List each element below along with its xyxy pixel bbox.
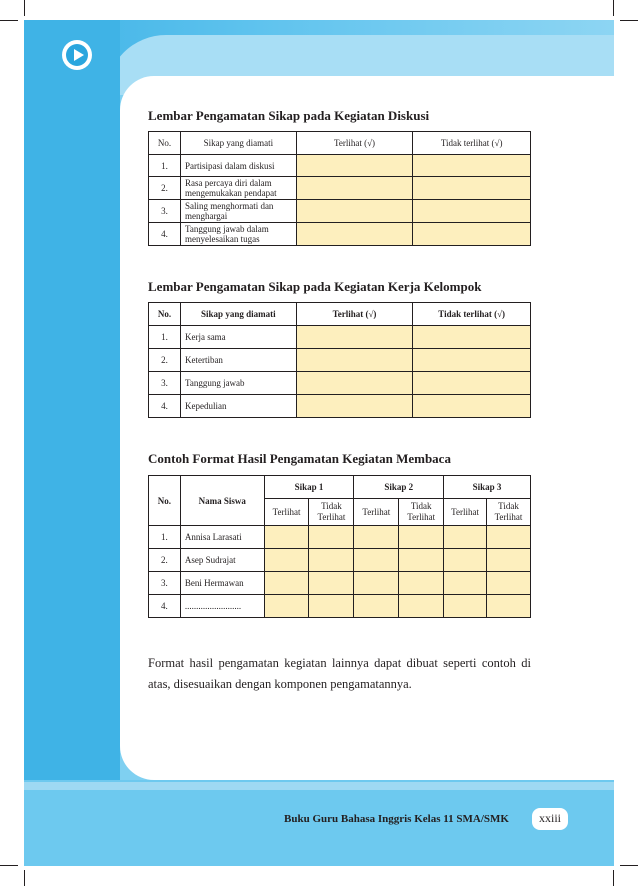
check-cell[interactable] [413, 223, 531, 246]
student-name: Annisa Larasati [180, 526, 264, 549]
check-cell[interactable] [354, 595, 399, 618]
observation-table-discussion [148, 131, 531, 246]
crop-mark [613, 0, 614, 16]
check-cell[interactable] [444, 572, 487, 595]
section-title: Lembar Pengamatan Sikap pada Kegiatan Kerja Kelompok [148, 279, 482, 294]
book-title: Buku Guru Bahasa Inggris Kelas 11 SMA/SMK [284, 813, 509, 825]
header-seen: Terlihat (√) [296, 132, 413, 155]
check-cell[interactable] [399, 595, 444, 618]
header-unseen: Tidak Terlihat [399, 499, 444, 526]
check-cell[interactable] [296, 372, 413, 395]
check-cell[interactable] [413, 177, 531, 200]
crop-mark [620, 20, 638, 21]
row-text: Tanggung jawab [180, 372, 296, 395]
header-unseen: Tidak Terlihat [309, 499, 354, 526]
header-student-name: Nama Siswa [180, 476, 264, 526]
check-cell[interactable] [487, 549, 531, 572]
check-cell[interactable] [487, 526, 531, 549]
reading-result-table [148, 475, 531, 618]
check-cell[interactable] [296, 155, 413, 177]
check-cell[interactable] [309, 549, 354, 572]
check-cell[interactable] [264, 595, 309, 618]
row-text: Kerja sama [180, 326, 296, 349]
check-cell[interactable] [413, 372, 531, 395]
check-cell[interactable] [399, 549, 444, 572]
header-attitude-3: Sikap 3 [444, 476, 531, 499]
header-attitude-2: Sikap 2 [354, 476, 444, 499]
check-cell[interactable] [264, 526, 309, 549]
header-no: No. [149, 132, 181, 155]
check-cell[interactable] [264, 549, 309, 572]
check-cell[interactable] [296, 395, 413, 418]
row-text: Tanggung jawab dalam menyelesaikan tugas [180, 223, 296, 246]
check-cell[interactable] [413, 349, 531, 372]
check-cell[interactable] [444, 526, 487, 549]
row-number: 1. [149, 326, 181, 349]
check-cell[interactable] [309, 595, 354, 618]
row-number: 4. [149, 223, 181, 246]
crop-mark [613, 870, 614, 886]
crop-mark [0, 20, 18, 21]
check-cell[interactable] [296, 200, 413, 223]
check-cell[interactable] [309, 572, 354, 595]
check-cell[interactable] [399, 526, 444, 549]
header-unseen: Tidak terlihat (√) [413, 132, 531, 155]
header-no: No. [149, 303, 181, 326]
student-name: Asep Sudrajat [180, 549, 264, 572]
row-number: 3. [149, 572, 181, 595]
row-text: Ketertiban [180, 349, 296, 372]
row-number: 3. [149, 372, 181, 395]
header-seen: Terlihat (√) [296, 303, 413, 326]
row-number: 2. [149, 549, 181, 572]
header-attitude-1: Sikap 1 [264, 476, 354, 499]
play-triangle-icon [74, 49, 84, 61]
header-seen: Terlihat [444, 499, 487, 526]
crop-mark [24, 0, 25, 16]
crop-mark [0, 865, 18, 866]
student-name: ......................... [180, 595, 264, 618]
check-cell[interactable] [487, 595, 531, 618]
check-cell[interactable] [296, 349, 413, 372]
row-number: 2. [149, 349, 181, 372]
check-cell[interactable] [413, 155, 531, 177]
header-unseen: Tidak Terlihat [487, 499, 531, 526]
header-attitude: Sikap yang diamati [180, 132, 296, 155]
check-cell[interactable] [399, 572, 444, 595]
footer-stripe [24, 782, 614, 790]
check-cell[interactable] [444, 595, 487, 618]
check-cell[interactable] [296, 177, 413, 200]
row-number: 1. [149, 155, 181, 177]
check-cell[interactable] [354, 572, 399, 595]
paragraph-text: Format hasil pengamatan kegiatan lainnya dapat dibuat seperti contoh di atas, disesuaikan dengan komponen pengamatannya. [148, 656, 531, 691]
row-number: 4. [149, 595, 181, 618]
check-cell[interactable] [444, 549, 487, 572]
check-cell[interactable] [296, 326, 413, 349]
row-number: 3. [149, 200, 181, 223]
check-cell[interactable] [413, 326, 531, 349]
crop-mark [24, 870, 25, 886]
crop-mark [620, 865, 638, 866]
check-cell[interactable] [354, 526, 399, 549]
check-cell[interactable] [413, 200, 531, 223]
check-cell[interactable] [296, 223, 413, 246]
row-number: 2. [149, 177, 181, 200]
row-number: 1. [149, 526, 181, 549]
header-seen: Terlihat [354, 499, 399, 526]
left-bar [24, 20, 120, 780]
section-title: Lembar Pengamatan Sikap pada Kegiatan Diskusi [148, 108, 430, 123]
observation-table-group [148, 302, 531, 418]
header-attitude: Sikap yang diamati [180, 303, 296, 326]
header-seen: Terlihat [264, 499, 309, 526]
header-no: No. [149, 476, 181, 526]
page-number: xxiii [538, 811, 561, 825]
header-unseen: Tidak terlihat (√) [413, 303, 531, 326]
student-name: Beni Hermawan [180, 572, 264, 595]
row-number: 4. [149, 395, 181, 418]
closing-paragraph [148, 653, 531, 695]
row-text: Saling menghormati dan menghargai [180, 200, 296, 223]
check-cell[interactable] [309, 526, 354, 549]
check-cell[interactable] [264, 572, 309, 595]
section-title: Contoh Format Hasil Pengamatan Kegiatan Membaca [148, 451, 451, 466]
row-text: Rasa percaya diri dalam mengemukakan pendapat [180, 177, 296, 200]
row-text: Partisipasi dalam diskusi [180, 155, 296, 177]
check-cell[interactable] [487, 572, 531, 595]
row-text: Kepedulian [180, 395, 296, 418]
check-cell[interactable] [413, 395, 531, 418]
check-cell[interactable] [354, 549, 399, 572]
